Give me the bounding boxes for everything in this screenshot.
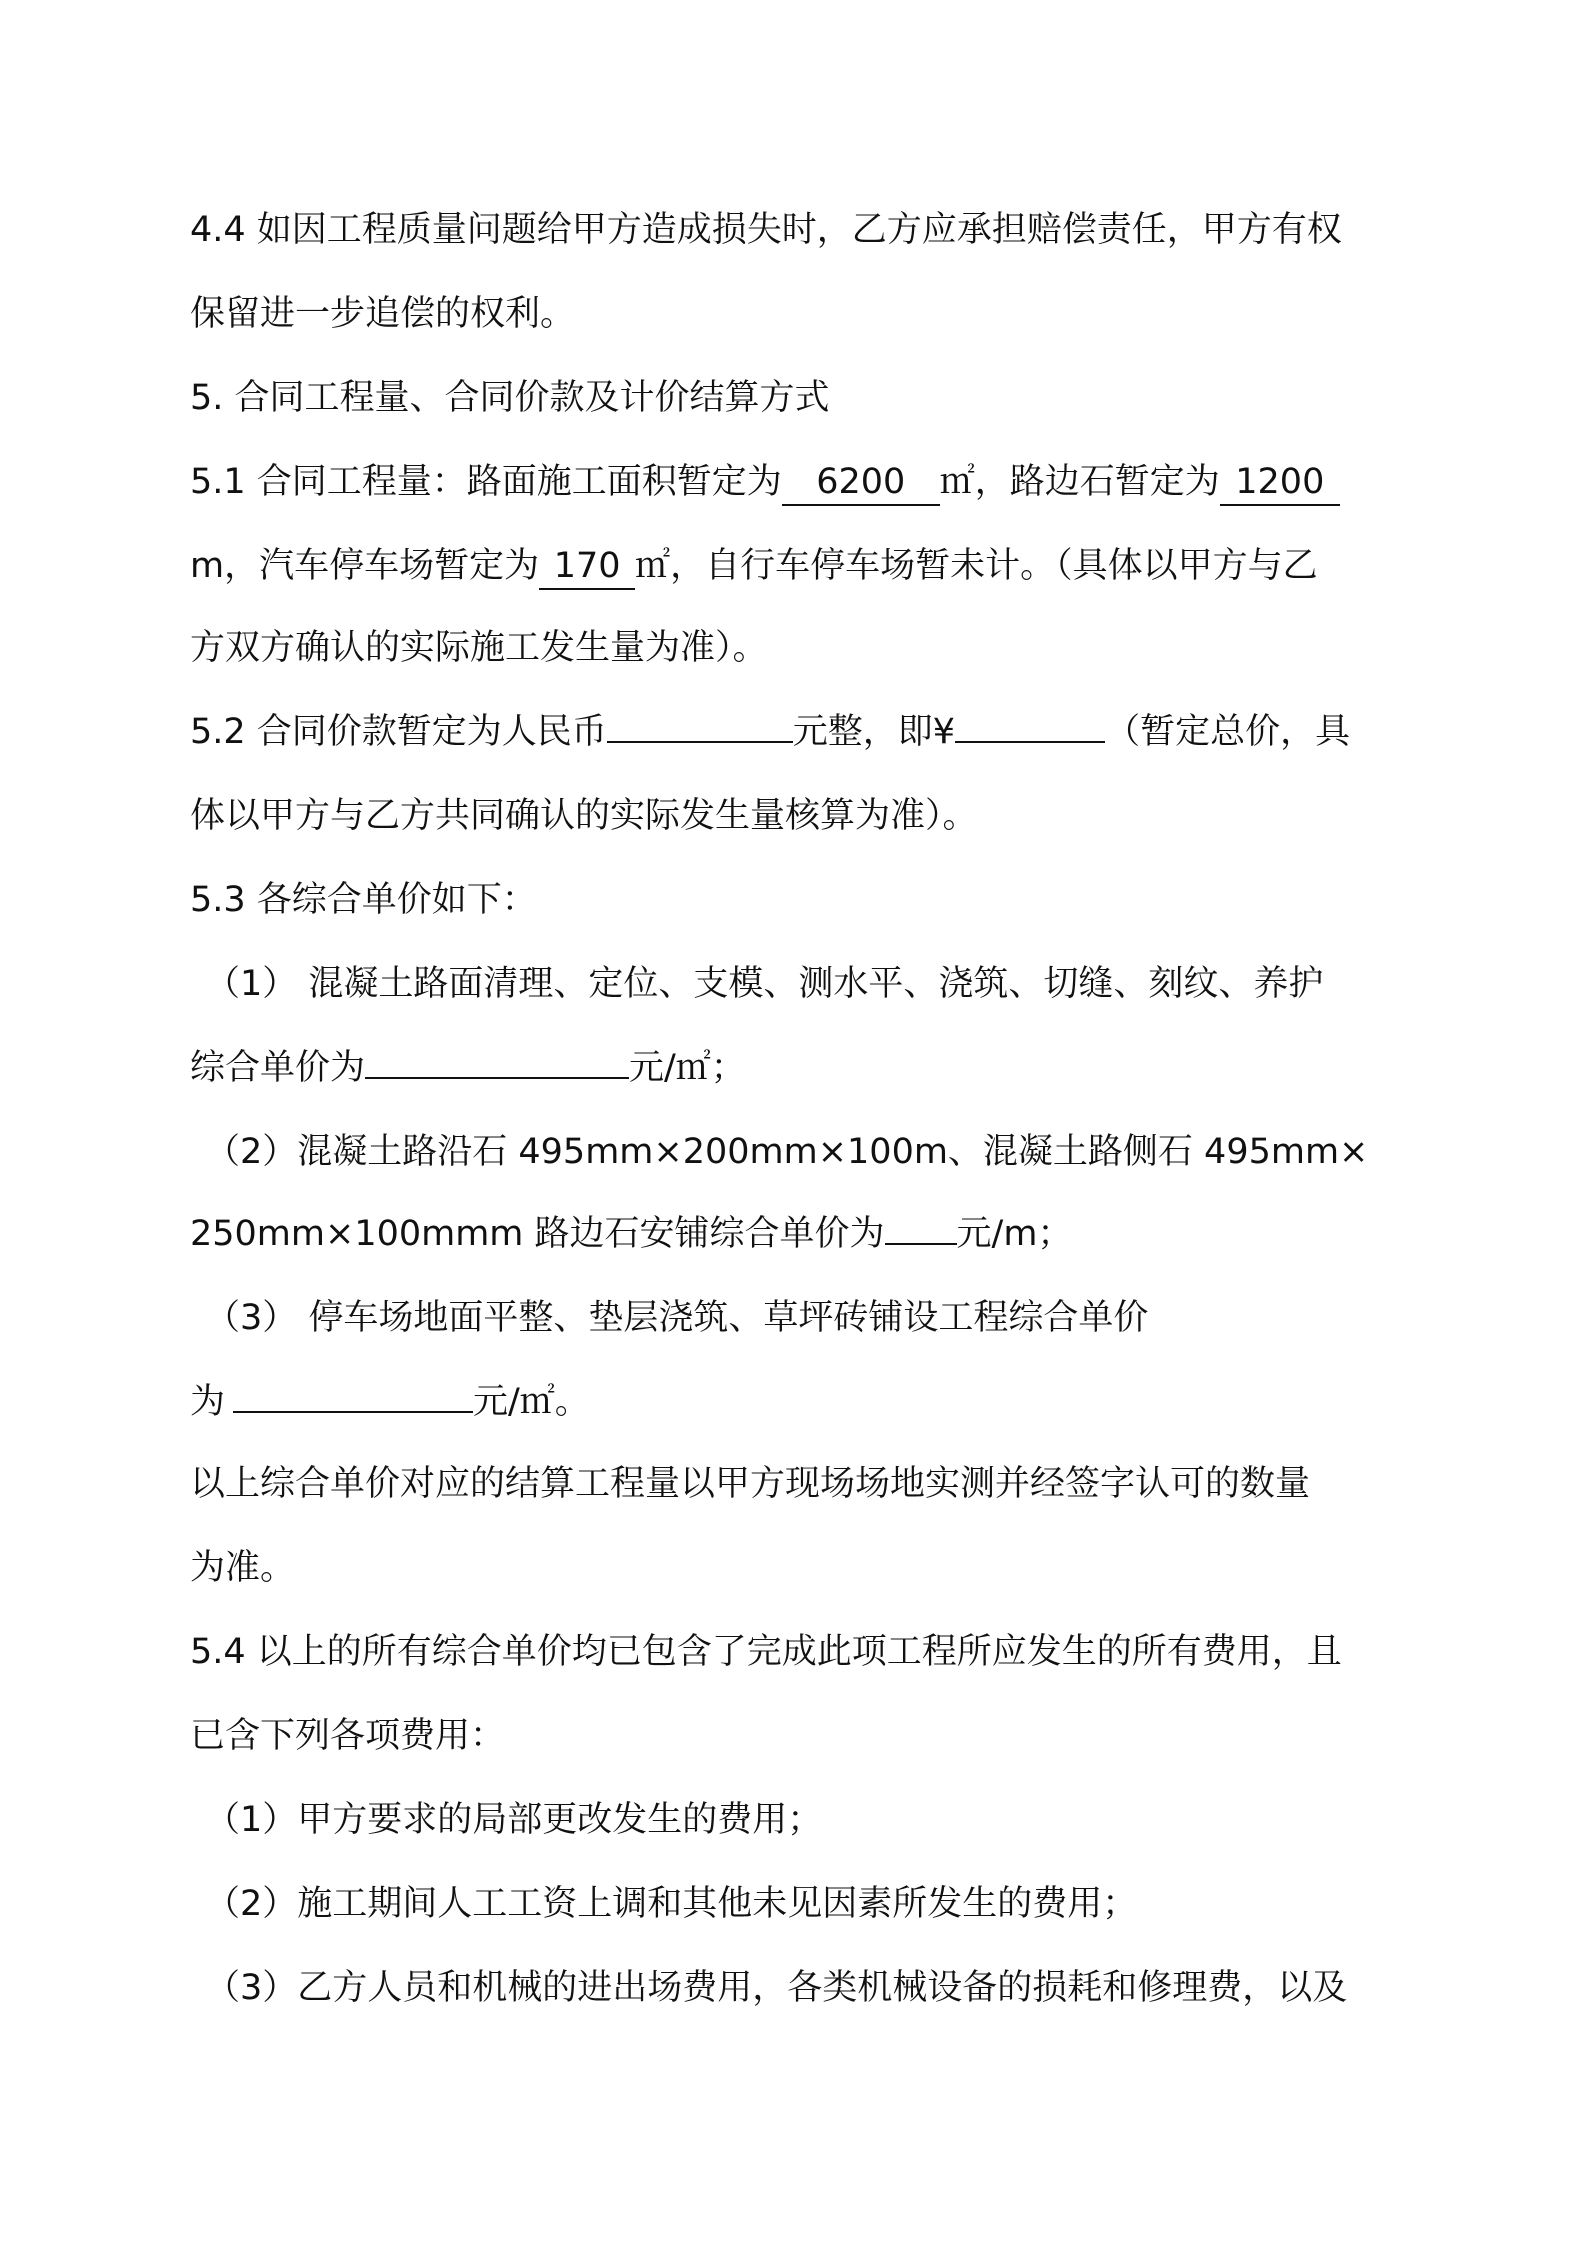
item-1-text-a: 综合单价为 [190, 1048, 366, 1088]
clause-5-2-text-c: （暂定总价，具 [1105, 712, 1351, 752]
clause-5-4-line-1: 5.4 以上的所有综合单价均已包含了完成此项工程所应发生的所有费用，且 [190, 1632, 1342, 1672]
clause-4-4-line-2: 保留进一步追偿的权利。 [190, 294, 576, 334]
section-5-title: 5. 合同工程量、合同价款及计价结算方式 [190, 378, 830, 418]
note-line-2: 为准。 [190, 1548, 296, 1588]
clause-5-4-line-2: 已含下列各项费用： [190, 1716, 506, 1756]
clause-5-2-text-b: 元整，即¥ [792, 712, 956, 752]
item-2-text-b: 元/m； [956, 1214, 1073, 1254]
clause-5-1-text-d: ㎡，自行车停车场暂未计。（具体以甲方与乙 [635, 546, 1318, 586]
price-in-words-field[interactable] [607, 741, 793, 743]
clause-5-2-text-a: 5.2 合同价款暂定为人民币 [190, 712, 607, 752]
clause-5-3: 5.3 各综合单价如下： [190, 880, 537, 920]
clause-5-1-line-2 [190, 542, 1318, 590]
price-amount-field[interactable] [955, 741, 1105, 743]
item-3-text-a: 为 [190, 1382, 226, 1422]
clause-5-1-line-1 [190, 458, 1340, 506]
curb-length-field[interactable]: 1200 [1220, 460, 1340, 506]
pavement-unit-price-field[interactable] [365, 1077, 629, 1079]
clause-5-2-line-2: 体以甲方与乙方共同确认的实际发生量核算为准）。 [190, 796, 978, 836]
item-1-line-1: （1） 混凝土路面清理、定位、支模、测水平、浇筑、切缝、刻纹、养护 [205, 964, 1324, 1004]
curb-unit-price-field[interactable] [885, 1243, 957, 1245]
item-3-text-b: 元/㎡。 [473, 1382, 590, 1422]
clause-5-1-text-c: m，汽车停车场暂定为 [190, 546, 540, 586]
item-2-line-2 [190, 1210, 1072, 1258]
fee-item-3: （3）乙方人员和机械的进出场费用，各类机械设备的损耗和修理费，以及 [205, 1968, 1348, 2008]
clause-4-4-line-1: 4.4 如因工程质量问题给甲方造成损失时，乙方应承担赔偿责任，甲方有权 [190, 210, 1342, 250]
item-2-text-a: 250mm×100mmm 路边石安铺综合单价为 [190, 1214, 885, 1254]
fee-item-2: （2）施工期间人工工资上调和其他未见因素所发生的费用； [205, 1884, 1138, 1924]
car-park-area-field[interactable]: 170 [539, 544, 635, 590]
clause-5-1-text-a: 5.1 合同工程量：路面施工面积暂定为 [190, 462, 782, 502]
item-2-line-1: （2）混凝土路沿石 495mm×200mm×100m、混凝土路侧石 495mm× [205, 1132, 1369, 1172]
item-1-line-2 [190, 1044, 746, 1092]
note-line-1: 以上综合单价对应的结算工程量以甲方现场场地实测并经签字认可的数量 [190, 1464, 1311, 1504]
clause-5-1-text-b: ㎡，路边石暂定为 [939, 462, 1220, 502]
item-3-line-2 [190, 1378, 590, 1426]
parking-unit-price-field[interactable] [233, 1411, 473, 1413]
clause-5-2-line-1 [190, 708, 1350, 756]
clause-5-1-line-3: 方双方确认的实际施工发生量为准）。 [190, 628, 768, 668]
item-1-text-b: 元/㎡； [629, 1048, 746, 1088]
item-3-line-1: （3） 停车场地面平整、垫层浇筑、草坪砖铺设工程综合单价 [205, 1298, 1149, 1338]
fee-item-1: （1）甲方要求的局部更改发生的费用； [205, 1800, 823, 1840]
pavement-area-field[interactable]: 6200 [782, 460, 940, 506]
